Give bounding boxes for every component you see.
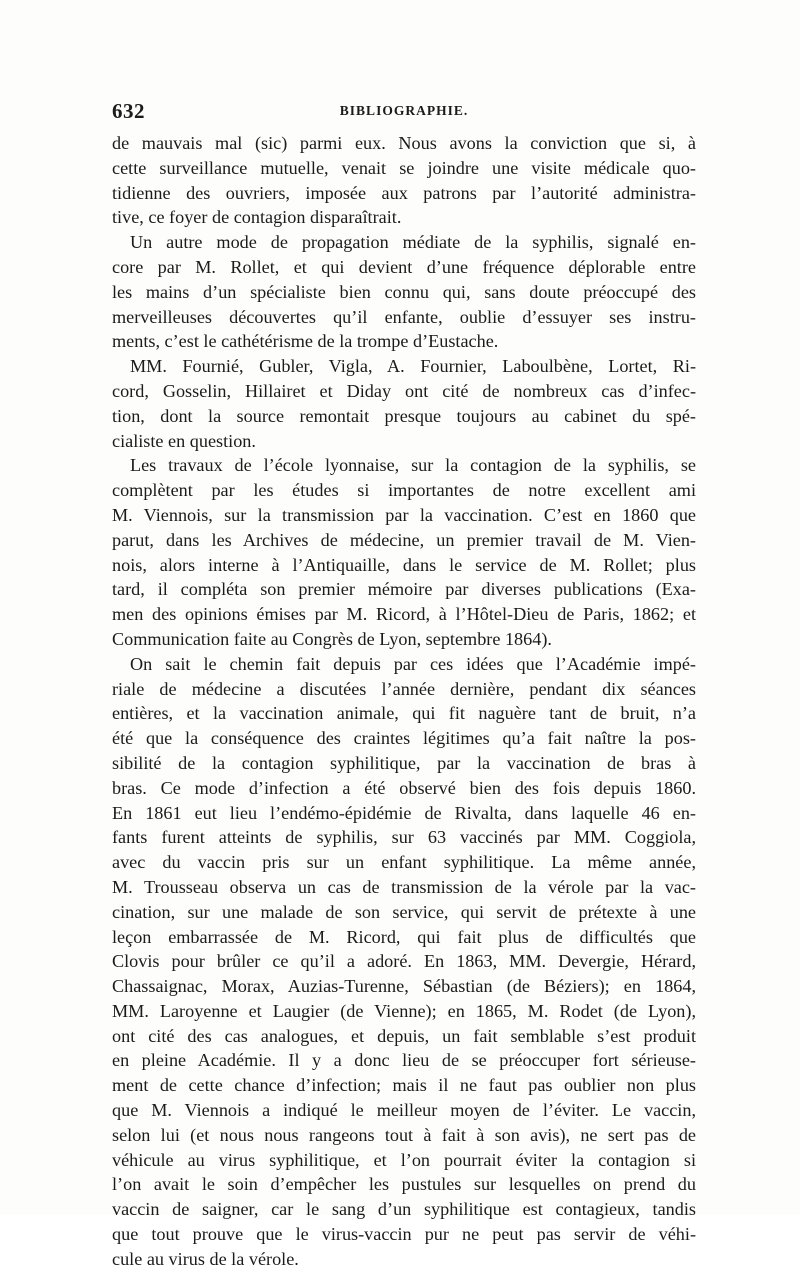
text-line: M. Trousseau observa un cas de transmission de la vérole par la vac- — [112, 876, 696, 897]
text-line: les mains d’un spécialiste bien connu qui, sans doute préoccupé des — [112, 281, 696, 302]
text-line: que tout prouve que le virus-vaccin pur ne peut pas servir de véhi- — [112, 1224, 696, 1245]
text-line: avec du vaccin pris sur un enfant syphilitique. La même année, — [112, 852, 696, 873]
text-line: que M. Viennois a indiqué le meilleur moyen de l’éviter. Le vaccin, — [112, 1100, 696, 1121]
text-line: en pleine Académie. Il y a donc lieu de se préoccuper fort sérieuse- — [112, 1050, 696, 1071]
text-line: bras. Ce mode d’infection a été observé bien des fois depuis 1860. — [112, 777, 696, 798]
text-line: selon lui (et nous nous rangeons tout à fait à son avis), ne sert pas de — [112, 1124, 696, 1145]
text-line: core par M. Rollet, et qui devient d’une fréquence déplorable entre — [112, 256, 696, 277]
text-line: En 1861 eut lieu l’endémo-épidémie de Rivalta, dans laquelle 46 en- — [112, 802, 696, 823]
text-line: cule au virus de la vérole. — [112, 1248, 299, 1269]
text-line: M. Viennois, sur la transmission par la vaccination. C’est en 1860 que — [112, 504, 696, 525]
text-line: fants furent atteints de syphilis, sur 63 vaccinés par MM. Coggiola, — [112, 827, 696, 848]
text-line: Un autre mode de propagation médiate de la syphilis, signalé en- — [130, 232, 696, 253]
text-line: Chassaignac, Morax, Auzias-Turenne, Sébastian (de Béziers); en 1864, — [112, 976, 696, 997]
text-line: On sait le chemin fait depuis par ces idées que l’Académie impé- — [130, 653, 696, 674]
text-line: cord, Gosselin, Hillairet et Diday ont cité de nombreux cas d’infec- — [112, 380, 696, 401]
running-head — [112, 99, 696, 125]
text-line: Communication faite au Congrès de Lyon, septembre 1864). — [112, 628, 552, 649]
text-line: parut, dans les Archives de médecine, un premier travail de M. Vien- — [112, 529, 696, 550]
text-line: été que la conséquence des craintes légitimes qu’a fait naître la pos- — [112, 728, 696, 749]
text-line: nois, alors interne à l’Antiquaille, dans le service de M. Rollet; plus — [112, 554, 696, 575]
text-line: complètent par les études si importantes de notre excellent ami — [112, 480, 696, 501]
text-line: tion, dont la source remontait presque toujours au cabinet du spé- — [112, 405, 696, 426]
text-line: de mauvais mal (sic) parmi eux. Nous avons la conviction que si, à — [112, 133, 696, 153]
text-line: riale de médecine a discutées l’année dernière, pendant dix séances — [112, 678, 696, 699]
text-line: men des opinions émises par M. Ricord, à l’Hôtel-Dieu de Paris, 1862; et — [112, 604, 696, 625]
text-line: MM. Fournié, Gubler, Vigla, A. Fournier, Laboulbène, Lortet, Ri- — [130, 356, 696, 377]
running-title: BIBLIOGRAPHIE. — [339, 103, 469, 118]
text-line: ont cité des cas analogues, et depuis, un fait semblable s’est produit — [112, 1025, 696, 1046]
text-line: véhicule au virus syphilitique, et l’on pourrait éviter la contagion si — [112, 1149, 696, 1170]
text-line: tive, ce foyer de contagion disparaîtrait. — [112, 207, 402, 228]
text-line: tidienne des ouvriers, imposée aux patrons par l’autorité administra- — [112, 182, 696, 203]
text-line: vaccin de saigner, car le sang d’un syphilitique est contagieux, tandis — [112, 1199, 696, 1220]
text-line: leçon embarrassée de M. Ricord, qui fait plus de difficultés que — [112, 926, 696, 947]
text-line: tard, il compléta son premier mémoire par diverses publications (Exa- — [112, 579, 696, 600]
page-margin-bottom — [0, 1180, 800, 1215]
text-line: ments, c’est le cathétérisme de la trompe d’Eustache. — [112, 331, 499, 352]
body-text — [112, 131, 696, 1272]
text-line: cination, sur une malade de son service, qui servit de prétexte à une — [112, 901, 696, 922]
text-line: entières, et la vaccination animale, qui fit naguère tant de bruit, n’a — [112, 703, 696, 724]
text-line: merveilleuses découvertes qu’il enfante, oublie d’essuyer ses instru- — [112, 306, 696, 327]
text-line: ment de cette chance d’infection; mais il ne faut pas oublier non plus — [112, 1075, 696, 1096]
text-line: cialiste en question. — [112, 430, 256, 451]
text-line: cette surveillance mutuelle, venait se joindre une visite médicale quo- — [112, 157, 696, 178]
text-line: Les travaux de l’école lyonnaise, sur la contagion de la syphilis, se — [130, 455, 696, 476]
text-line: MM. Laroyenne et Laugier (de Vienne); en 1865, M. Rodet (de Lyon), — [112, 1000, 696, 1021]
text-line: l’on avait le soin d’empêcher les pustules sur lesquelles on prend du — [112, 1174, 696, 1195]
text-line: sibilité de la contagion syphilitique, par la vaccination de bras à — [112, 752, 696, 773]
text-line: Clovis pour brûler ce qu’il a adoré. En 1863, MM. Devergie, Hérard, — [112, 951, 696, 972]
page-number: 632 — [112, 99, 145, 123]
